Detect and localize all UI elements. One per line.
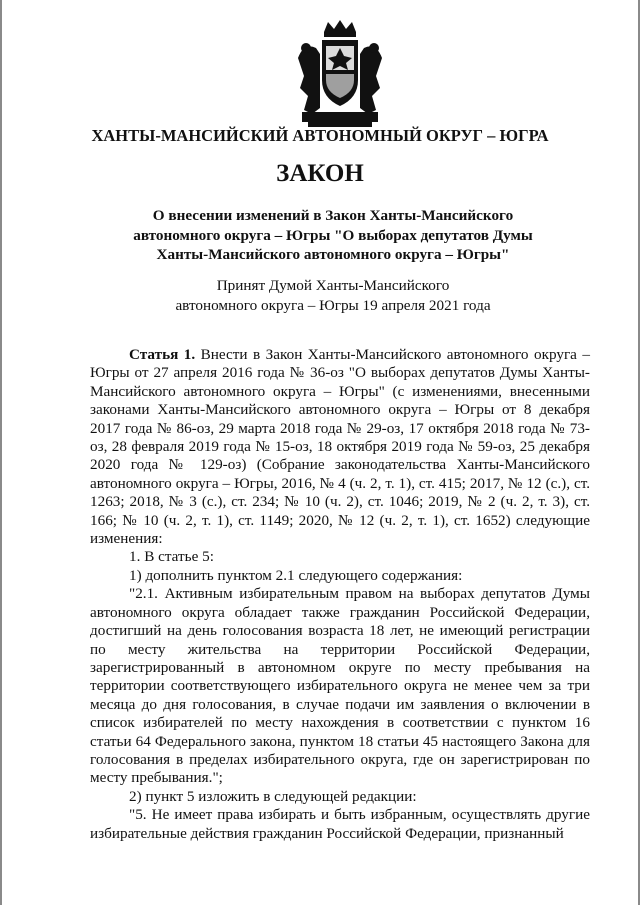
law-subject [122,206,544,265]
quote-clause-2-1: "2.1. Активным избирательным правом на выборах депутатов Думы автономного округа обладает также гражданин Российской Федерации, достигший на день голосования возраста 18 лет, не имеющий регистрации по месту жительства на территории Российской Федерации, зарегистрированный в автономном округе по месту пребывания на территории соответствующего избирательного округа не менее чем за три месяца до дня голосования, в случае подачи им заявления о включении в список избирателей по месту нахождения в соответствии с пунктом 16 статьи 64 Федерального закона, пунктом 18 статьи 45 настоящего Закона для голосования в пределах избирательного округа, где он зарегистрирован по месту пребывания."; [90,585,590,787]
article-1-paragraph [90,346,590,548]
item-1: 1. В статье 5: [129,548,214,566]
quote-clause-5: "5. Не имеет права избирать и быть избранным, осуществлять другие избирательные действия гражданин Российской Федерации, признанный [90,806,590,842]
item-1-subitem-1: 1) дополнить пунктом 2.1 следующего содержания: [129,566,463,584]
article-1-label: Статья 1. [129,346,196,363]
adoption-note-line: Принят Думой Ханты-Мансийского [216,277,450,294]
law-body [90,346,590,843]
item-1-subitem-2: 2) пункт 5 изложить в следующей редакции: [129,787,417,805]
document-type-title: ЗАКОН [276,160,364,187]
article-1-tail: следующие изменения: [90,511,590,548]
region-name: ХАНТЫ-МАНСИЙСКИЙ АВТОНОМНЫЙ ОКРУГ – ЮГРА [91,126,549,145]
coat-of-arms-khanty-mansi-icon [294,18,386,130]
adoption-note [102,276,564,315]
law-subject-line: Ханты-Мансийского автономного округа – Югры" [156,246,510,263]
law-subject-line: О внесении изменений в Закон Ханты-Мансийского [152,207,514,224]
adoption-note-line: автономного округа – Югры 19 апреля 2021 года [175,296,491,314]
law-subject-line: автономного округа – Югры "О выборах депутатов Думы [133,226,533,244]
article-1-text: Внести в Закон Ханты-Мансийского автономного округа – Югры от 27 апреля 2016 года № 36-оз "О выборах депутатов Думы Ханты-Мансийского автономного округа – Югры" (с изменениями, внесенными законами Ханты-Мансийского автономного округа – Югры от 8 декабря 2017 года № 86-оз, 29 марта 2018 года № 29-оз, 17 октября 2018 года № 73-оз, 28 февраля 2019 года № 15-оз, 18 октября 2019 года № 59-оз, 25 декабря 2020 года № 129-оз) (Собрание законодательства Ханты-Мансийского автономного округа – Югры, 2016, № 4 (ч. 2, т. 1), ст. 415; 2017, № 12 (с.), ст. 1263; 2018, № 3 (с.), ст. 234; № 10 (ч. 2), ст. 1046; 2019, № 2 (ч. 2, т. 3), ст. 166; № 10 (ч. 2, т. 1), ст. 1149; 2020, № 12 (ч. 2, т. 1), ст. 1652) [90,346,590,529]
